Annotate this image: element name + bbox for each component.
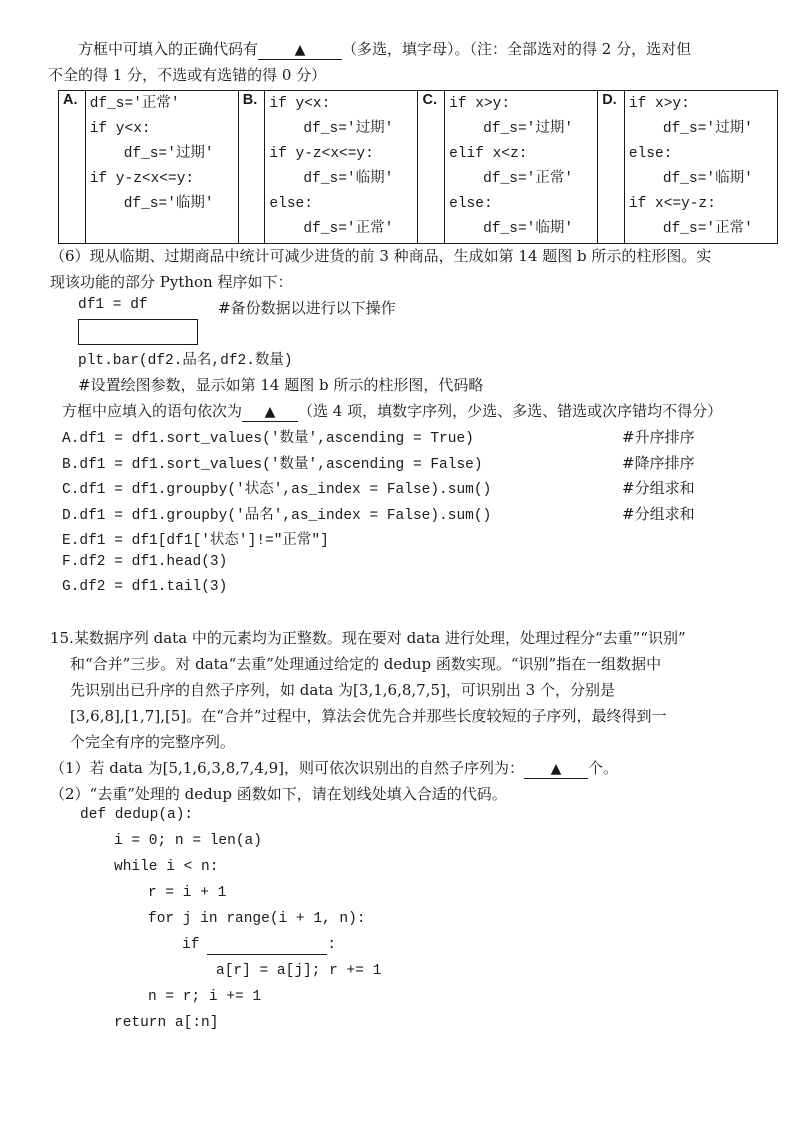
option-code-line: if y<x: (269, 96, 331, 112)
option-code-line: df_s='正常' (483, 171, 574, 187)
dedup-code-line (114, 833, 262, 849)
choice-comment: #分组求和 (622, 504, 695, 523)
q14-6-intro-line1: （6）现从临期、过期商品中统计可减少进货的前 3 种商品，生成如第 14 题图 b 所示的柱形图。实 (50, 247, 712, 265)
option-label: A. (59, 91, 86, 244)
option-code-line: df_s='过期' (483, 121, 574, 137)
q15-para-line2: 和“合并”三步。对 data“去重”处理通过给定的 dedup 函数实现。“识别”指在一组数据中 (70, 655, 662, 673)
dedup-code-line (182, 937, 336, 955)
answer-blank[interactable] (524, 760, 588, 779)
choice-code: F.df2 = df1.head(3) (62, 553, 228, 570)
q15-para-line4: [3,6,8],[1,7],[5]。在“合并”过程中，算法会优先合并那些长度较短的子序列，最终得到一 (70, 707, 667, 725)
code-text: r = i + 1 (148, 885, 227, 901)
choice-comment: #降序排序 (622, 453, 695, 472)
code-line-plt-bar: plt.bar(df2.品名,df2.数量) (78, 353, 293, 369)
option-code-line: if y-z<x<=y: (269, 146, 374, 162)
option-code-line: else: (269, 196, 313, 212)
dedup-code-line (148, 911, 366, 927)
q14-6-ask (62, 400, 722, 422)
code-text: n = r; i += 1 (148, 989, 262, 1005)
code-text: def dedup(a): (80, 807, 194, 823)
q14-header-line1 (78, 38, 691, 60)
option-code-cell (624, 91, 777, 244)
dedup-code-line (216, 963, 381, 979)
option-code-line: df_s='过期' (303, 121, 394, 137)
option-code-line: df_s='临期' (662, 171, 753, 187)
answer-blank[interactable] (258, 41, 342, 60)
option-code-line: else: (449, 196, 493, 212)
option-code-line: if y<x: (89, 121, 151, 137)
choice-code: A.df1 = df1.sort_values('数量',ascending = True) (62, 431, 474, 447)
code-line-df1: df1 = df (78, 297, 148, 313)
option-code-line: df_s='正常' (662, 221, 753, 237)
option-label: B. (238, 91, 265, 244)
option-code-line: if x>y: (449, 96, 511, 112)
choice-code: B.df1 = df1.sort_values('数量',ascending = False) (62, 456, 483, 473)
choice-code: G.df2 = df1.tail(3) (62, 579, 228, 595)
option-code-line: if x>y: (628, 96, 690, 112)
option-code-cell (265, 91, 418, 244)
triangle-icon: ▲ (264, 404, 276, 420)
q14-header-prefix: 方框中可填入的正确代码有 (78, 40, 259, 58)
fill-in-code-box[interactable] (78, 319, 198, 345)
code-text: i = 0; n = len(a) (114, 833, 262, 849)
code-line-comment-plot: #设置绘图参数，显示如第 14 题图 b 所示的柱形图，代码略 (78, 376, 484, 394)
code-comment-backup: #备份数据以进行以下操作 (218, 299, 396, 317)
q15-para-line1: 15.某数据序列 data 中的元素均为正整数。现在要对 data 进行处理，处理过程分“去重”“识别” (50, 629, 686, 647)
q15-sub1-suffix: 个。 (588, 759, 619, 777)
q15-para-line5: 个完全有序的完整序列。 (70, 733, 236, 751)
q15-sub1 (50, 757, 618, 779)
option-code-line: df_s='过期' (662, 121, 753, 137)
option-code-line: df_s='临期' (303, 171, 394, 187)
option-code-line: df_s='临期' (123, 196, 214, 212)
answer-blank[interactable] (242, 403, 298, 422)
option-code-line: df_s='过期' (123, 146, 214, 162)
choice-code: C.df1 = df1.groupby('状态',as_index = False).sum() (62, 482, 492, 498)
q14-6-ask-prefix: 方框中应填入的语句依次为 (62, 402, 243, 420)
choice-code: D.df1 = df1.groupby('品名',as_index = False).sum() (62, 507, 492, 524)
dedup-code-line (80, 807, 193, 823)
q15-sub2: （2）“去重”处理的 dedup 函数如下，请在划线处填入合适的代码。 (50, 785, 507, 803)
dedup-code-line (114, 859, 218, 875)
triangle-icon: ▲ (294, 42, 306, 58)
choice-comment: #升序排序 (622, 428, 695, 446)
code-text: for j in range(i + 1, n): (148, 911, 366, 927)
dedup-code-line (148, 989, 261, 1005)
code-fill-blank[interactable] (207, 937, 327, 955)
code-colon: : (327, 937, 337, 953)
dedup-code-line (148, 885, 226, 901)
option-code-line: elif x<z: (449, 146, 528, 162)
option-table-row (59, 91, 778, 244)
option-code-line: if y-z<x<=y: (89, 171, 195, 187)
choice-code: E.df1 = df1[df1['状态']!="正常"] (62, 533, 329, 549)
dedup-code-line (114, 1015, 218, 1031)
option-code-line: else: (628, 146, 673, 162)
code-text: if (182, 937, 200, 953)
option-label: D. (598, 91, 625, 244)
q14-header-line2: 不全的得 1 分，不选或有选错的得 0 分） (48, 66, 327, 84)
choice-comment: #分组求和 (622, 479, 695, 497)
option-code-cell (85, 91, 238, 244)
q14-header-suffix: （多选，填字母）。（注：全部选对的得 2 分，选对但 (342, 40, 692, 58)
q15-sub1-prefix: （1）若 data 为[5,1,6,3,8,7,4,9]，则可依次识别出的自然子序列为： (50, 759, 525, 777)
option-code-cell (445, 91, 598, 244)
option-code-line: df_s='临期' (483, 221, 574, 237)
q14-6-intro-line2: 现该功能的部分 Python 程序如下： (50, 273, 293, 291)
option-code-line: df_s='正常' (303, 221, 394, 237)
triangle-icon: ▲ (550, 761, 562, 777)
option-code-line: df_s='正常' (89, 96, 180, 112)
code-text: return a[:n] (114, 1015, 219, 1031)
code-text: a[r] = a[j]; r += 1 (216, 963, 382, 979)
q14-6-ask-suffix: （选 4 项，填数字序列，少选、多选、错选或次序错均不得分） (298, 402, 723, 420)
option-table (58, 90, 778, 244)
code-text: while i < n: (114, 859, 219, 875)
option-label: C. (418, 91, 445, 244)
q15-para-line3: 先识别出已升序的自然子序列，如 data 为[3,1,6,8,7,5]，可识别出 3 个，分别是 (70, 681, 615, 699)
option-code-line: if x<=y-z: (628, 196, 716, 212)
